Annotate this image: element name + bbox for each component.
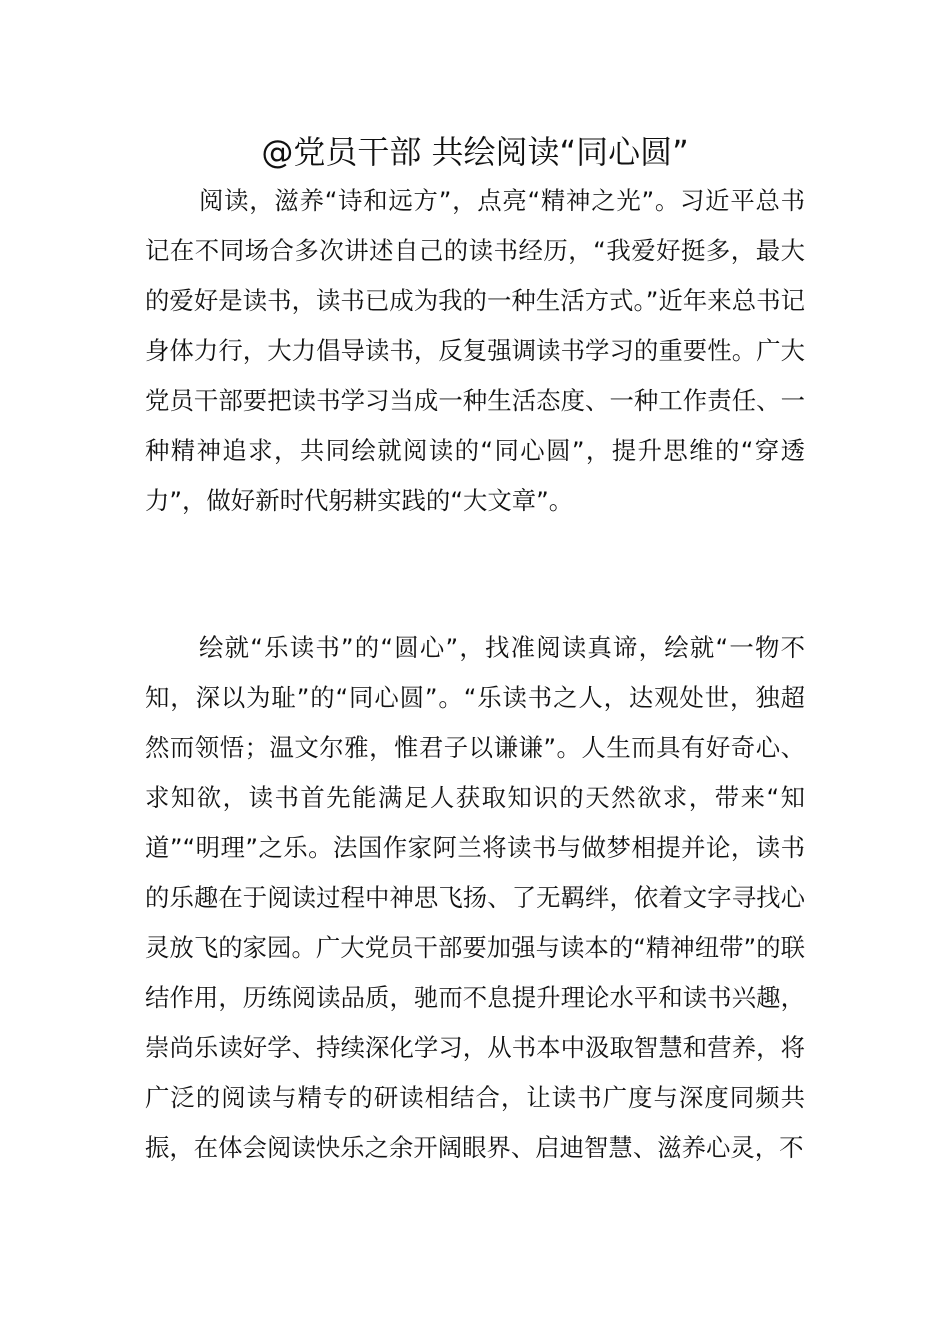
document-title: @党员干部 共绘阅读“同心圆” <box>261 133 689 171</box>
paragraph-2: 绘就“乐读书”的“圆心”，找准阅读真谛，绘就“一物不知，深以为耻”的“同心圆”。“乐读书之人，达观处世，独超然而领悟；温文尔雅，惟君子以谦谦”。人生而具有好奇心、求知欲，读书首先能满足人获取知识的天然欲求，带来“知道”“明理”之乐。法国作家阿兰将读书与做梦相提并论，读书的乐趣在于阅读过程中神思飞扬、了无羁绊，依着文字寻找心灵放飞的家园。广大党员干部要加强与读本的“精神纽带”的联结作用，历练阅读品质，驰而不息提升理论水平和读书兴趣，崇尚乐读好学、持续深化学习，从书本中汲取智慧和营养，将广泛的阅读与精专的研读相结合，让读书广度与深度同频共振，在体会阅读快乐之余开阔眼界、启迪智慧、滋养心灵，不 <box>145 633 805 1162</box>
paragraph-1: 阅读，滋养“诗和远方”，点亮“精神之光”。习近平总书记在不同场合多次讲述自己的读书经历，“我爱好挺多，最大的爱好是读书，读书已成为我的一种生活方式。”近年来总书记身体力行，大力倡导读书，反复强调读书学习的重要性。广大党员干部要把读书学习当成一种生活态度、一种工作责任、一种精神追求，共同绘就阅读的“同心圆”，提升思维的“穿透力”，做好新时代躬耕实践的“大文章”。 <box>145 186 805 515</box>
